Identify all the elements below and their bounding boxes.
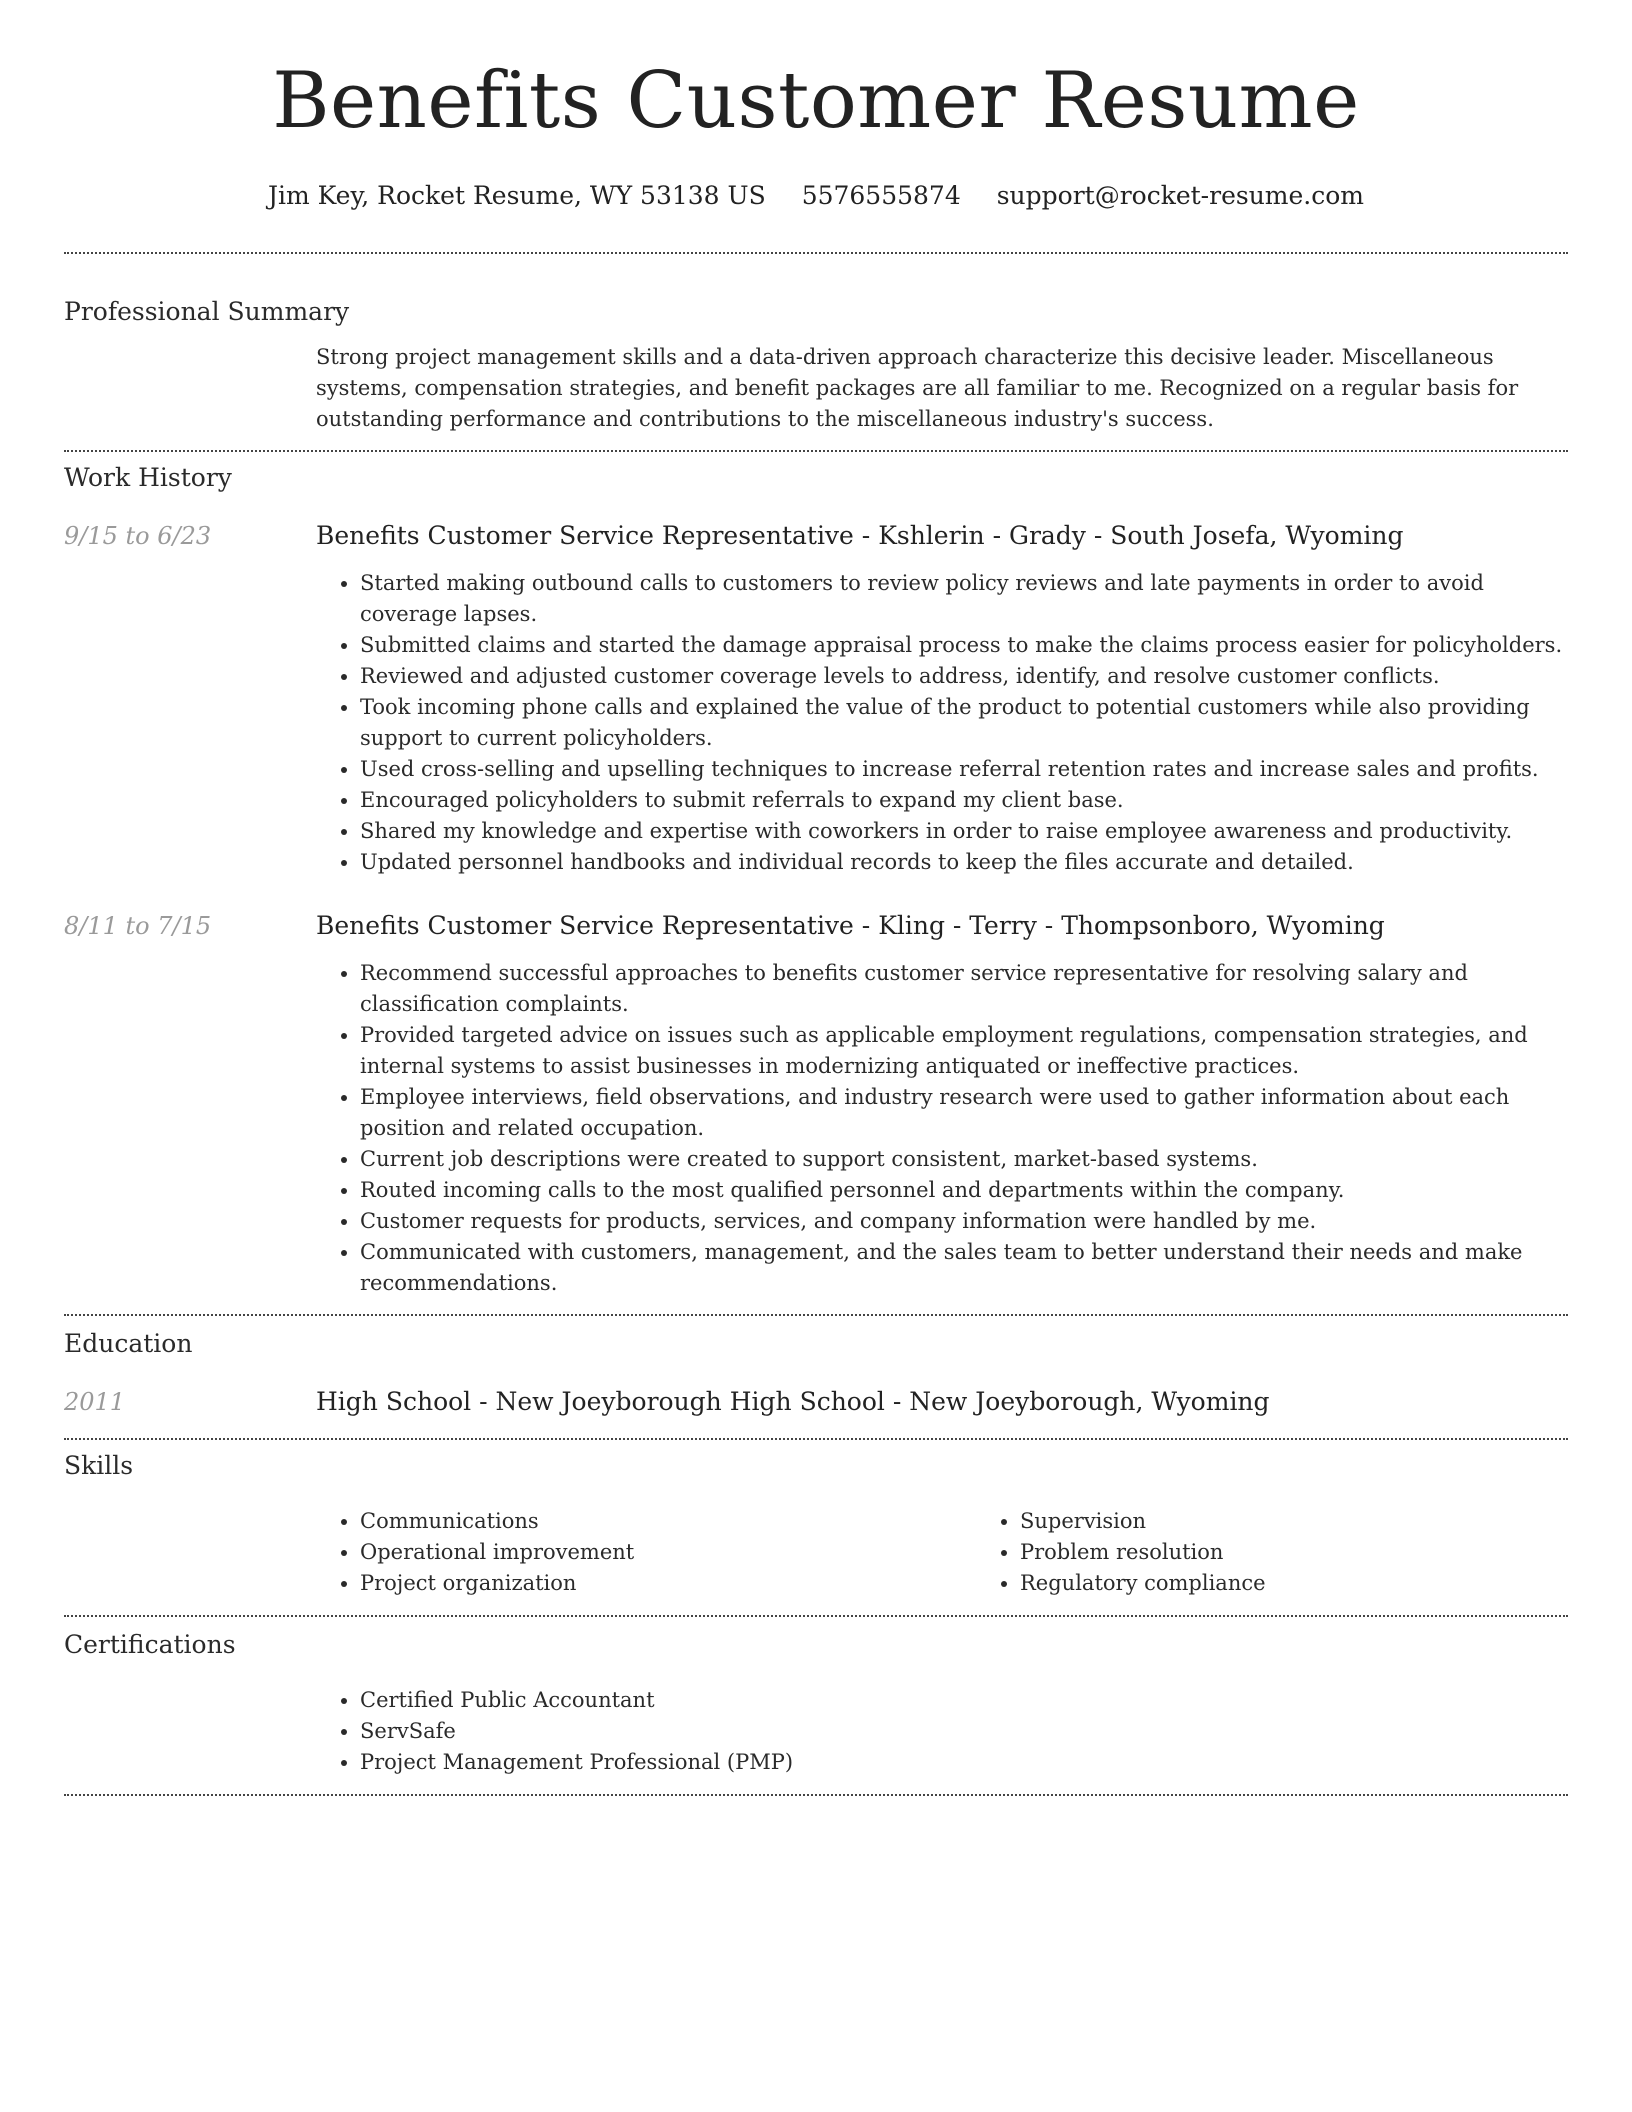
skills-columns (316, 1506, 1632, 1599)
list-item: • Encouraged policyholders to submit referrals to expand my client base. (360, 785, 1568, 816)
summary-section (64, 296, 1568, 435)
list-item: • Problem resolution (1020, 1537, 1632, 1568)
skills-list-left (316, 1506, 976, 1599)
list-item: • Customer requests for products, services, and company information were handled by me. (360, 1206, 1568, 1237)
list-item: • Operational improvement (360, 1537, 976, 1568)
divider (64, 1794, 1568, 1796)
list-item: • Project organization (360, 1568, 976, 1599)
list-item: • Communicated with customers, management, and the sales team to better understand their needs and make recommendations. (360, 1237, 1568, 1299)
job-title: Benefits Customer Service Representative - Kshlerin - Grady - South Josefa, Wyoming (316, 521, 1404, 550)
skills-spacer (64, 1506, 316, 1599)
work-history-section (64, 462, 1568, 1299)
section-heading-education: Education (64, 1329, 193, 1358)
list-item: • Regulatory compliance (1020, 1568, 1632, 1599)
summary-spacer (64, 342, 316, 435)
list-item: • Certified Public Accountant (360, 1685, 1568, 1716)
section-heading-work: Work History (64, 463, 232, 492)
skills-list-right (976, 1506, 1632, 1599)
list-item: • Provided targeted advice on issues such as applicable employment regulations, compensation strategies, and internal systems to assist businesses in modernizing antiquated or ineffective practices. (360, 1020, 1568, 1082)
list-item: • Submitted claims and started the damage appraisal process to make the claims process easier for policyholders. (360, 630, 1568, 661)
education-details: High School - New Joeyborough High School - New Joeyborough, Wyoming (316, 1387, 1270, 1416)
certifications-spacer (64, 1685, 316, 1778)
divider (64, 252, 1568, 254)
list-item: • Current job descriptions were created to support consistent, market-based systems. (360, 1144, 1568, 1175)
job-entry (64, 910, 1568, 1299)
summary-row (64, 342, 1568, 435)
summary-text: Strong project management skills and a data-driven approach characterize this decisive leader. Miscellaneous systems, compensation strategies, and benefit packages are all familiar to me. Recognized on a regular basis for outstanding performance and contributions to the miscellaneous industry's success. (316, 345, 1519, 431)
list-item: • Reviewed and adjusted customer coverage levels to address, identify, and resolve customer conflicts. (360, 661, 1568, 692)
certifications-row (64, 1685, 1568, 1778)
job-entry (64, 520, 1568, 878)
list-item: • Took incoming phone calls and explained the value of the product to potential customers while also providing support to current policyholders. (360, 692, 1568, 754)
list-item: • Employee interviews, field observations, and industry research were used to gather information about each position and related occupation. (360, 1082, 1568, 1144)
section-heading-skills: Skills (64, 1451, 134, 1480)
list-item: • Shared my knowledge and expertise with coworkers in order to raise employee awareness and productivity. (360, 816, 1568, 847)
job-bullets (316, 568, 1568, 878)
list-item: • Project Management Professional (PMP) (360, 1747, 1568, 1778)
list-item: • Updated personnel handbooks and individual records to keep the files accurate and detailed. (360, 847, 1568, 878)
contact-address: Jim Key, Rocket Resume, WY 53138 US (267, 181, 766, 210)
list-item: • Supervision (1020, 1506, 1632, 1537)
list-item: • Routed incoming calls to the most qualified personnel and departments within the company. (360, 1175, 1568, 1206)
contact-email: support@rocket-resume.com (996, 181, 1365, 210)
job-title: Benefits Customer Service Representative - Kling - Terry - Thompsonboro, Wyoming (316, 911, 1385, 940)
contact-line (64, 180, 1568, 212)
education-year: 2011 (64, 1388, 126, 1416)
page-title: Benefits Customer Resume (272, 56, 1360, 146)
education-entry (64, 1386, 1568, 1418)
job-details (316, 520, 1568, 878)
skills-section (64, 1450, 1568, 1599)
list-item: • Started making outbound calls to customers to review policy reviews and late payments in order to avoid coverage lapses. (360, 568, 1568, 630)
divider (64, 450, 1568, 452)
section-heading-certifications: Certifications (64, 1630, 236, 1659)
certifications-section (64, 1629, 1568, 1778)
divider (64, 1615, 1568, 1617)
education-section (64, 1328, 1568, 1418)
divider (64, 1314, 1568, 1316)
section-heading-summary: Professional Summary (64, 297, 350, 326)
divider (64, 1438, 1568, 1440)
job-details (316, 910, 1568, 1299)
job-dates: 8/11 to 7/15 (64, 912, 212, 940)
certifications-list-wrap (316, 1685, 1568, 1778)
list-item: • ServSafe (360, 1716, 1568, 1747)
contact-phone: 5576555874 (801, 181, 961, 210)
list-item: • Communications (360, 1506, 976, 1537)
certifications-list (316, 1685, 1568, 1778)
list-item: • Recommend successful approaches to benefits customer service representative for resolving salary and classification complaints. (360, 958, 1568, 1020)
job-dates: 9/15 to 6/23 (64, 522, 212, 550)
skills-row (64, 1506, 1568, 1599)
job-bullets (316, 958, 1568, 1299)
list-item: • Used cross-selling and upselling techniques to increase referral retention rates and increase sales and profits. (360, 754, 1568, 785)
